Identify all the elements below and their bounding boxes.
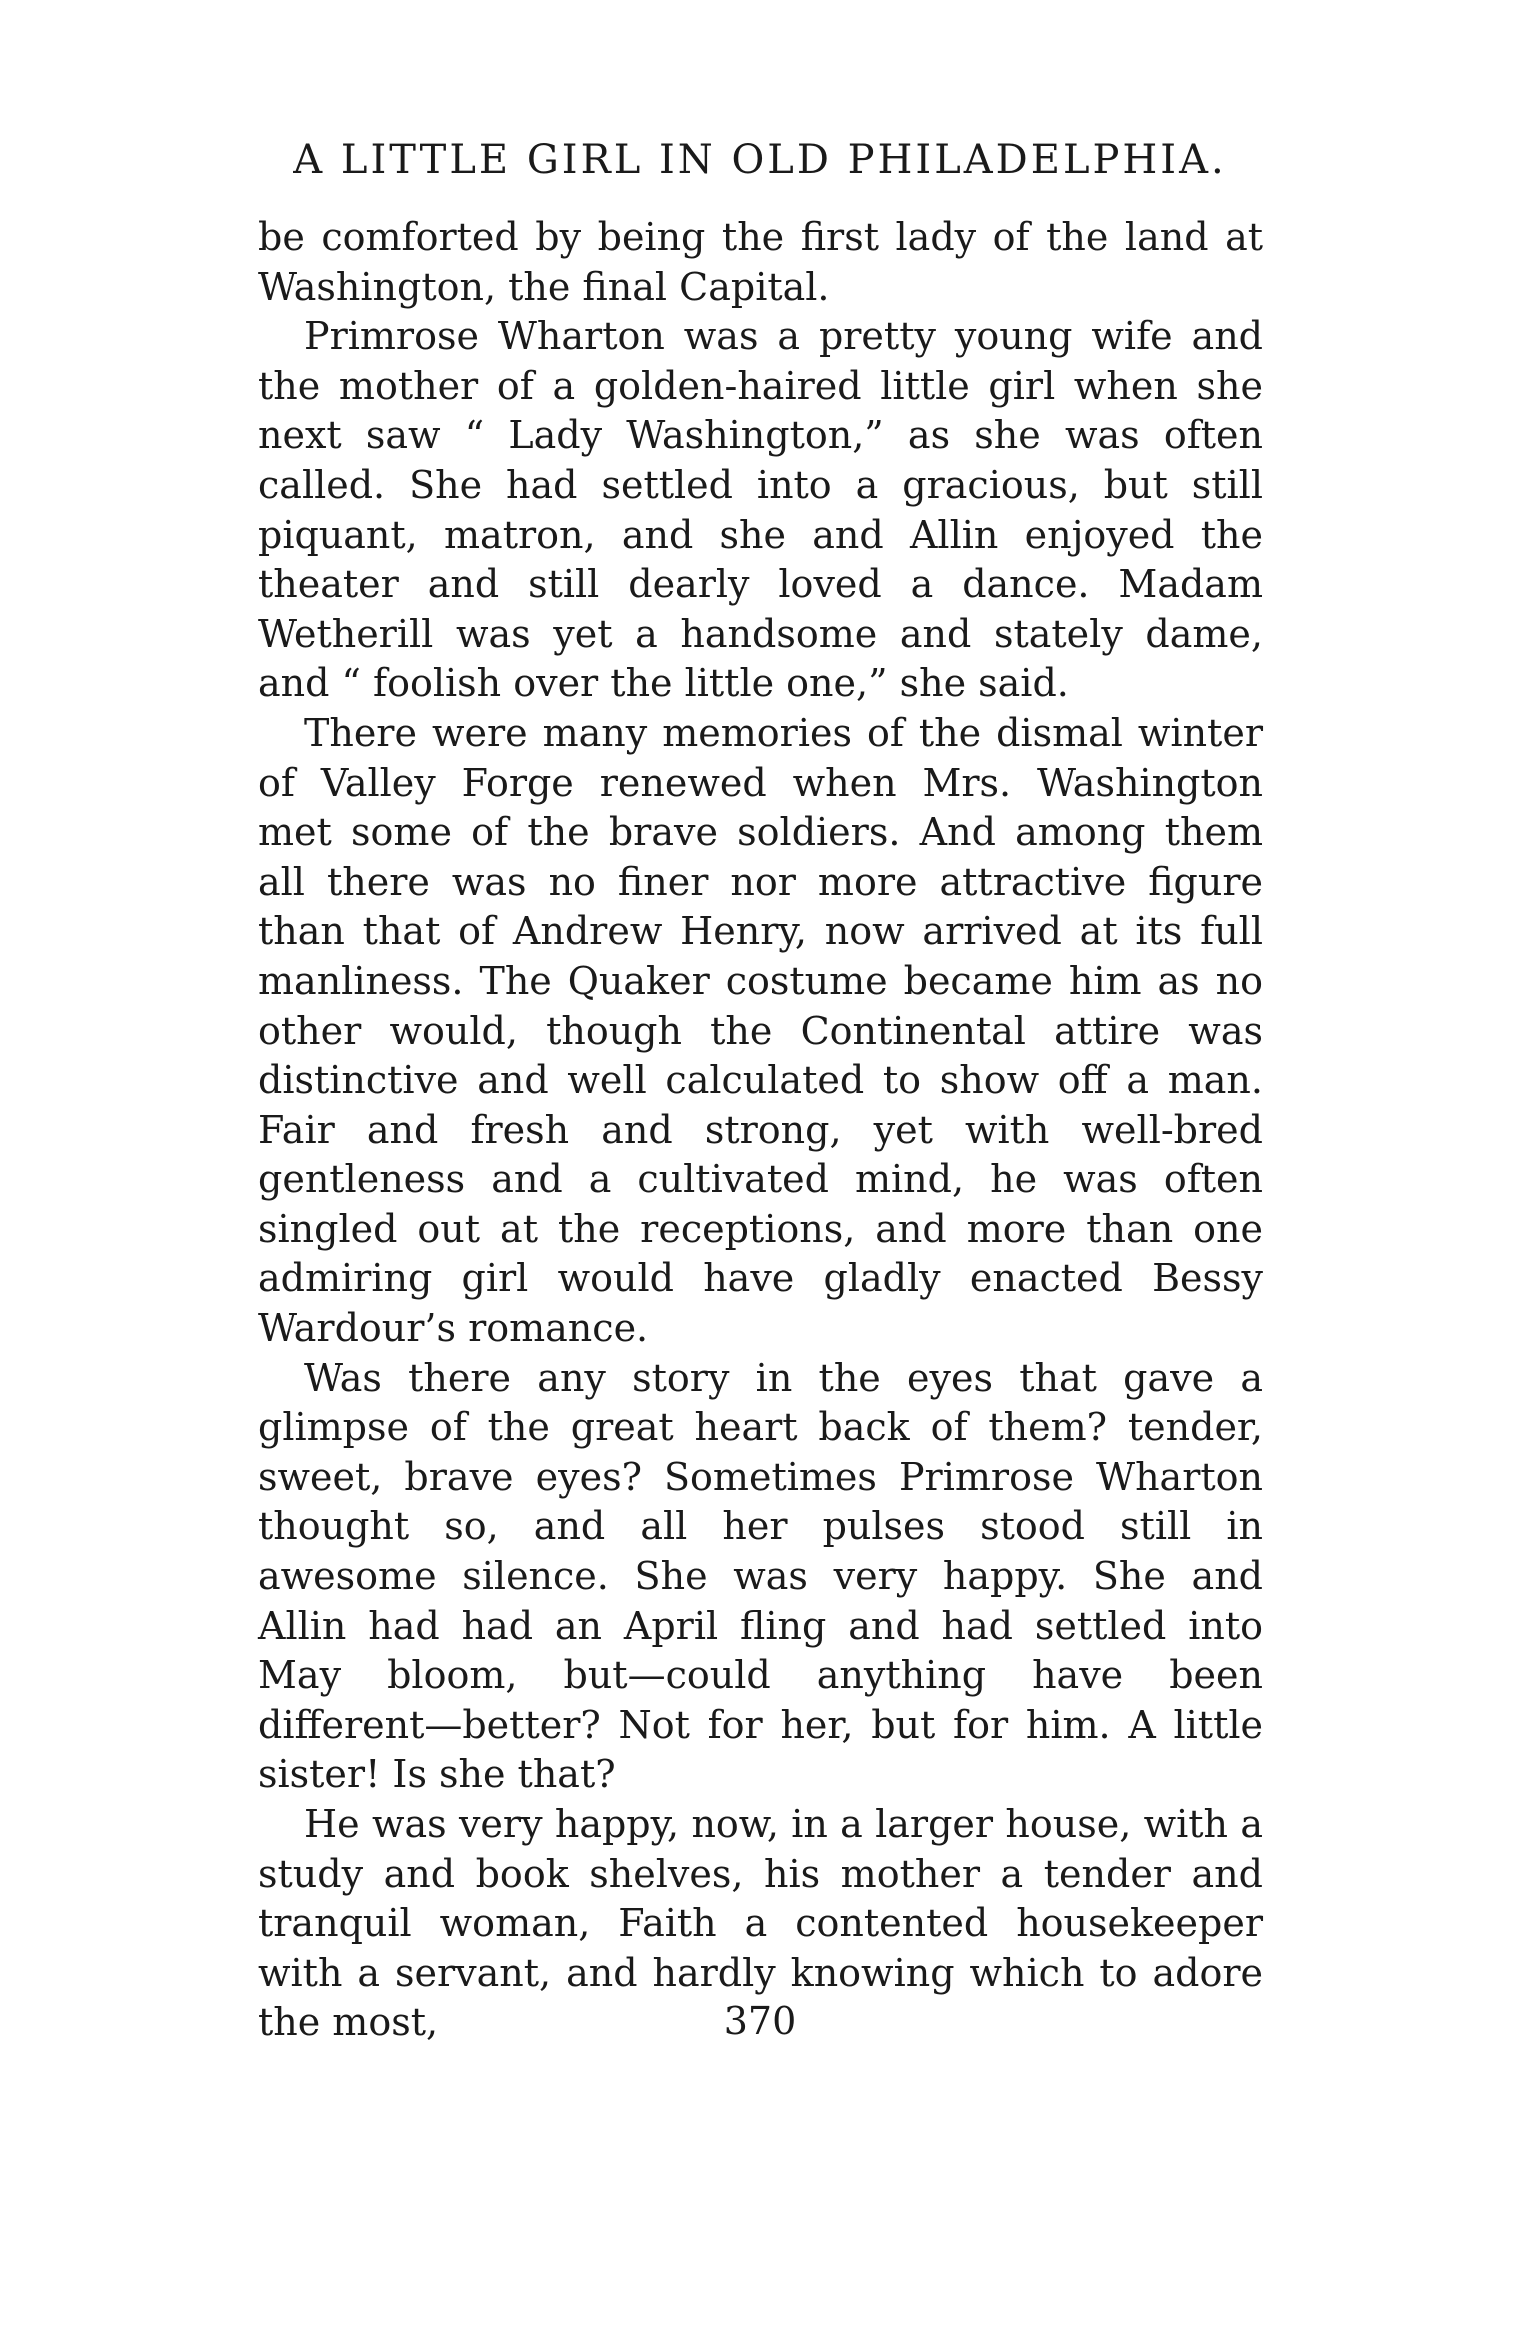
body-text [258,213,1263,2048]
running-head: A LITTLE GIRL IN OLD PHILADELPHIA. [293,137,1227,183]
paragraph-3: There were many memories of the dismal winter of Valley Forge renewed when Mrs. Washington met some of the brave soldiers. And among them all there was no finer nor more attractive figure than that of Andrew Henry, now arrived at its full manliness. The Quaker costume became him as no other would, though the Continental attire was distinctive and well calculated to show off a man. Fair and fresh and strong, yet with well-bred gentleness and a cultivated mind, he was often singled out at the receptions, and more than one admiring girl would have gladly enacted Bessy Wardour’s romance. [258,710,1263,1351]
page-number: 370 [723,1999,797,2043]
paragraph-2: Primrose Wharton was a pretty young wife and the mother of a golden-haired little girl when she next saw “ Lady Washington,” as she was often called. She had settled into a gracious, but still piquant, matron, and she and Allin enjoyed the theater and still dearly loved a dance. Madam Wetherill was yet a handsome and stately dame, and “ foolish over the little one,” she said. [258,314,1263,706]
paragraph-4: Was there any story in the eyes that gave a glimpse of the great heart back of them? tender, sweet, brave eyes? Sometimes Primrose Wharton thought so, and all her pulses stood still in awesome silence. She was very happy. She and Allin had had an April fling and had settled into May bloom, but—could anything have been different—better? Not for her, but for him. A little sister! Is she that? [258,1355,1263,1797]
paragraph-5: He was very happy, now, in a larger house, with a study and book shelves, his mother a tender and tranquil woman, Faith a contented housekeeper with a servant, and hardly knowing which to adore the most, [258,1802,1263,2045]
paragraph-1: be comforted by being the first lady of the land at Washington, the final Capital. [258,215,1263,309]
